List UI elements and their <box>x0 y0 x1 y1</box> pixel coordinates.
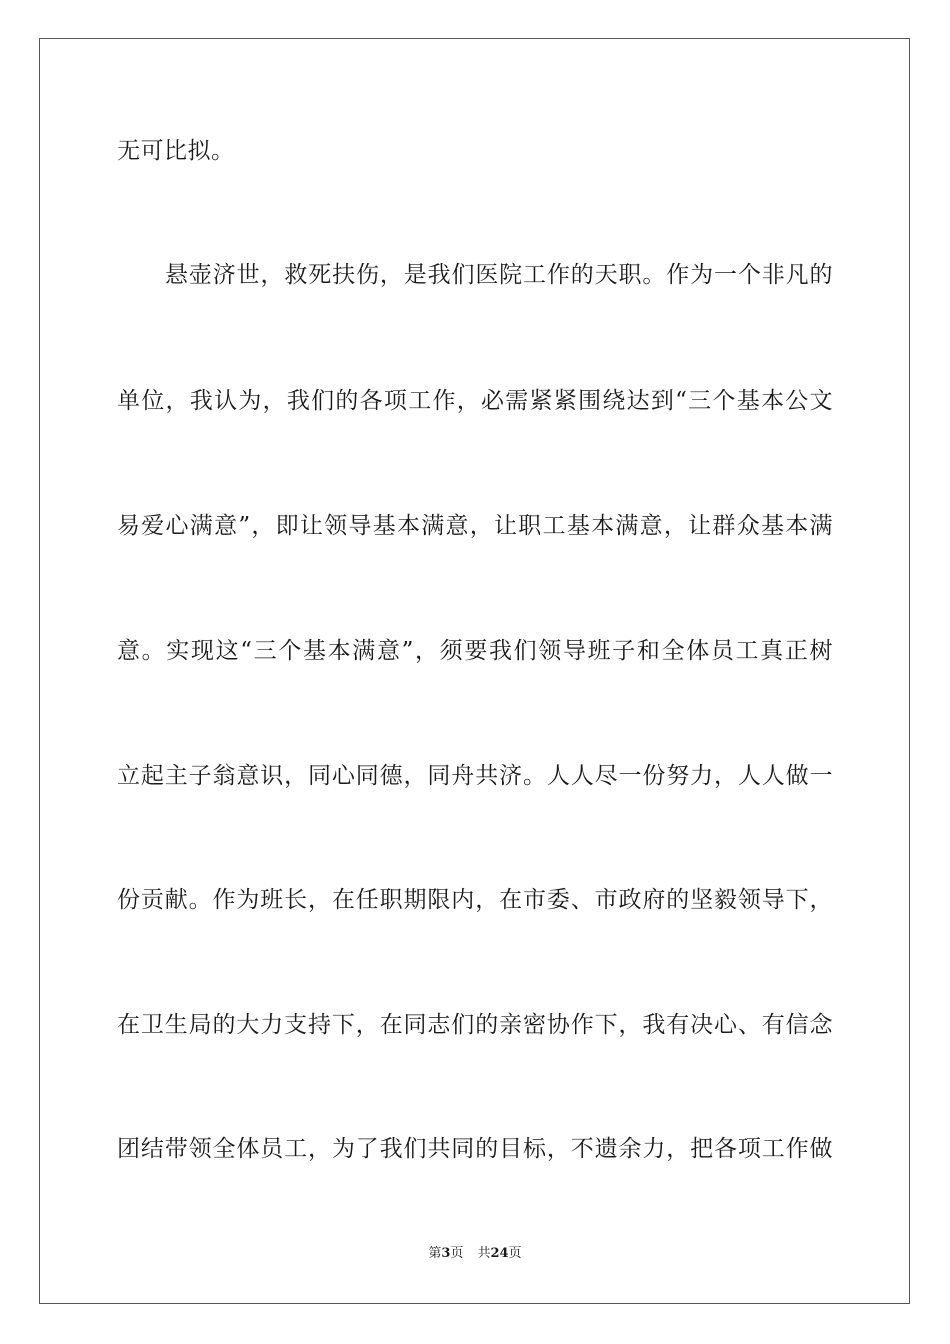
total-pages: 24 <box>490 1246 509 1261</box>
text-line-4: 易爱心满意”，即让领导基本满意，让职工基本满意，让群众基本满 <box>117 513 833 539</box>
page-footer <box>0 1245 950 1263</box>
text-line-2: 悬壶济世，救死扶伤，是我们医院工作的天职。作为一个非凡的 <box>165 262 833 288</box>
page-suffix: 页 <box>450 1246 464 1261</box>
text-line-8: 在卫生局的大力支持下，在同志们的亲密协作下，我有决心、有信念 <box>117 1012 833 1038</box>
text-line-3: 单位，我认为，我们的各项工作，必需紧紧围绕达到“三个基本公文 <box>117 388 833 414</box>
text-line-9: 团结带领全体员工，为了我们共同的目标，不遗余力，把各项工作做 <box>117 1136 833 1162</box>
page-number: 3 <box>441 1246 451 1261</box>
page-prefix: 第 <box>428 1246 442 1261</box>
total-prefix: 共 <box>477 1246 491 1261</box>
total-suffix: 页 <box>508 1246 522 1261</box>
page-border <box>39 38 910 1304</box>
text-line-1: 无可比拟。 <box>117 138 235 164</box>
text-line-5: 意。实现这“三个基本满意”，须要我们领导班子和全体员工真正树 <box>117 638 833 664</box>
text-line-7: 份贡献。作为班长，在任职期限内，在市委、市政府的坚毅领导下， <box>117 887 833 913</box>
text-line-6: 立起主子翁意识，同心同德，同舟共济。人人尽一份努力，人人做一 <box>117 763 833 789</box>
